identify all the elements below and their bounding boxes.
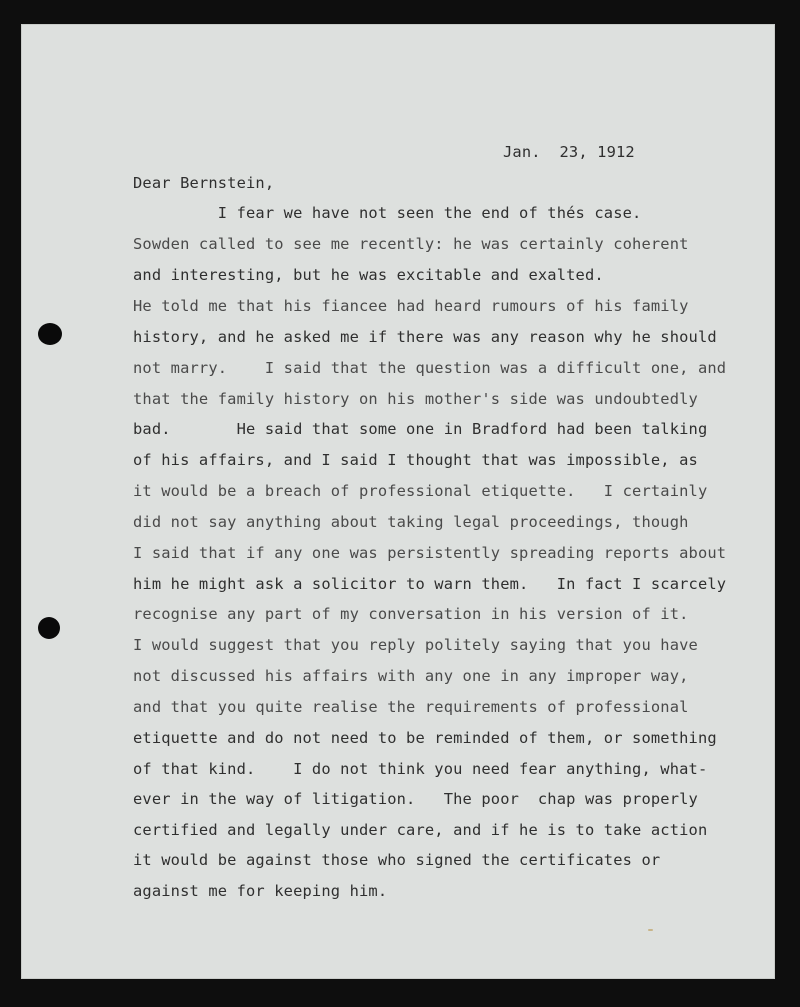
letter-line: of that kind. I do not think you need fear anything, what-	[133, 760, 708, 778]
letter-line: not discussed his affairs with any one in any improper way,	[133, 667, 689, 685]
letter-line: and interesting, but he was excitable and exalted.	[133, 266, 604, 284]
letter-line: bad. He said that some one in Bradford had been talking	[133, 420, 708, 438]
letter-line: certified and legally under care, and if he is to take action	[133, 821, 708, 839]
letter-line: He told me that his fiancee had heard rumours of his family	[133, 297, 689, 315]
letter-line: not marry. I said that the question was a difficult one, and	[133, 359, 727, 377]
letter-line: history, and he asked me if there was any reason why he should	[133, 328, 717, 346]
letter-line: against me for keeping him.	[133, 882, 388, 900]
letter-line: it would be against those who signed the certificates or	[133, 851, 661, 869]
letter-line: Sowden called to see me recently: he was certainly coherent	[133, 235, 689, 253]
letter-line: of his affairs, and I said I thought that was impossible, as	[133, 451, 698, 469]
letter-line: and that you quite realise the requirements of professional	[133, 698, 689, 716]
letter-line: that the family history on his mother's side was undoubtedly	[133, 390, 698, 408]
letter-salutation: Dear Bernstein,	[133, 174, 275, 192]
letter-line: him he might ask a solicitor to warn them. In fact I scarcely	[133, 575, 727, 593]
letter-date: Jan. 23, 1912	[503, 143, 635, 161]
punch-hole-top	[38, 323, 62, 345]
letter-line: ever in the way of litigation. The poor chap was properly	[133, 790, 698, 808]
paper-speck	[648, 929, 653, 931]
letter-line: it would be a breach of professional etiquette. I certainly	[133, 482, 708, 500]
letter-line: recognise any part of my conversation in his version of it.	[133, 605, 689, 623]
letter-line: I said that if any one was persistently spreading reports about	[133, 544, 727, 562]
punch-hole-bottom	[38, 617, 60, 639]
letter-line: I fear we have not seen the end of thés case.	[133, 204, 642, 222]
letter-line: I would suggest that you reply politely saying that you have	[133, 636, 698, 654]
letter-line: did not say anything about taking legal proceedings, though	[133, 513, 689, 531]
letter-line: etiquette and do not need to be reminded of them, or something	[133, 729, 717, 747]
